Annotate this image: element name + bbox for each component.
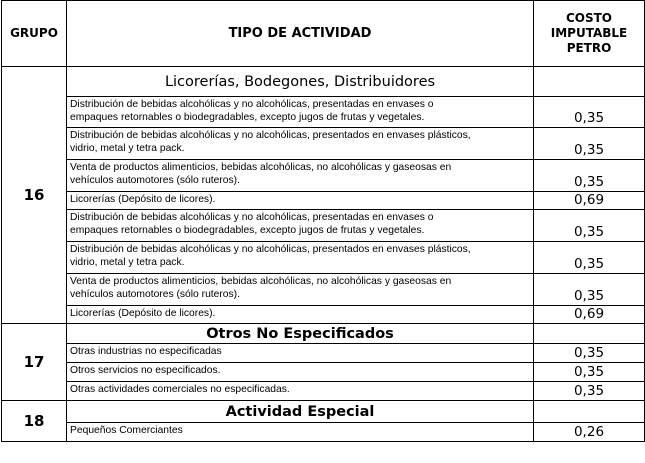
activity-description [67,306,534,324]
empty-cell [534,67,645,97]
cost-value: 0,26 [534,423,645,442]
cost-value: 0,35 [534,274,645,306]
activity-description [67,423,534,442]
description-line: Distribución de bebidas alcohólicas y no alcohólicas, presentadas en envases o [70,212,434,223]
description-line: Venta de productos alimenticios, bebidas alcohólicas, no alcohólicas y gaseosas en [70,276,452,287]
description-line: Licorerías (Depósito de licores). [70,308,216,319]
cost-value: 0,35 [534,344,645,363]
activity-description [67,160,534,192]
header-costo-line: PETRO [566,41,612,55]
activity-cost-table [1,0,645,442]
description-line: vidrio, metal y tetra pack. [70,257,185,268]
group-section-row [2,67,645,97]
empty-cell [534,401,645,423]
table-row [2,128,645,160]
cost-value: 0,35 [534,210,645,242]
activity-description [67,242,534,274]
table-row [2,160,645,192]
table-row [2,97,645,128]
header-grupo: GRUPO [2,1,67,67]
activity-description [67,344,534,363]
activity-description [67,274,534,306]
description-line: vidrio, metal y tetra pack. [70,143,185,154]
group-number: 16 [2,67,67,324]
activity-description [67,128,534,160]
cost-value: 0,69 [534,306,645,324]
description-line: vehículos automotores (sólo ruteros). [70,289,240,300]
cost-value: 0,35 [534,363,645,382]
header-costo-line: COSTO [565,11,613,25]
cost-value: 0,35 [534,382,645,401]
activity-description [67,363,534,382]
cost-value: 0,35 [534,160,645,192]
empty-cell [534,324,645,344]
header-costo-line: IMPUTABLE [550,26,628,40]
group-section-row [2,324,645,344]
group-number: 17 [2,324,67,401]
activity-description [67,382,534,401]
description-line: empaques retornables o biodegradables, excepto jugos de frutas y vegetales. [70,225,425,236]
description-line: Licorerías (Depósito de licores). [70,194,216,205]
description-line: Venta de productos alimenticios, bebidas alcohólicas, no alcohólicas y gaseosas en [70,162,452,173]
description-line: Otras industrias no especificadas [70,346,222,357]
activity-description [67,97,534,128]
description-line: Distribución de bebidas alcohólicas y no alcohólicas, presentados en envases plásticos, [70,130,471,141]
group-title: Licorerías, Bodegones, Distribuidores [67,67,534,97]
table-row [2,306,645,324]
table-row [2,210,645,242]
table-row [2,363,645,382]
table-row [2,344,645,363]
group-title: Actividad Especial [67,401,534,423]
header-tipo-actividad: TIPO DE ACTIVIDAD [67,1,534,67]
header-row [2,1,645,67]
table-row [2,192,645,210]
table-row [2,382,645,401]
cost-value: 0,35 [534,97,645,128]
description-line: Otras actividades comerciales no especificadas. [70,384,290,395]
cost-value: 0,69 [534,192,645,210]
description-line: Pequeños Comerciantes [70,425,183,436]
group-section-row [2,401,645,423]
header-costo-imputable-petro [534,1,645,67]
table-row [2,274,645,306]
activity-description [67,210,534,242]
group-title: Otros No Especificados [67,324,534,344]
table-row [2,423,645,442]
description-line: Distribución de bebidas alcohólicas y no alcohólicas, presentadas en envases o [70,99,434,110]
description-line: vehículos automotores (sólo ruteros). [70,175,240,186]
cost-value: 0,35 [534,242,645,274]
cost-value: 0,35 [534,128,645,160]
activity-description [67,192,534,210]
description-line: Otros servicios no especificados. [70,365,221,376]
description-line: empaques retornables o biodegradables, excepto jugos de frutas y vegetales. [70,112,425,123]
group-number: 18 [2,401,67,442]
description-line: Distribución de bebidas alcohólicas y no alcohólicas, presentados en envases plásticos, [70,244,471,255]
table-row [2,242,645,274]
